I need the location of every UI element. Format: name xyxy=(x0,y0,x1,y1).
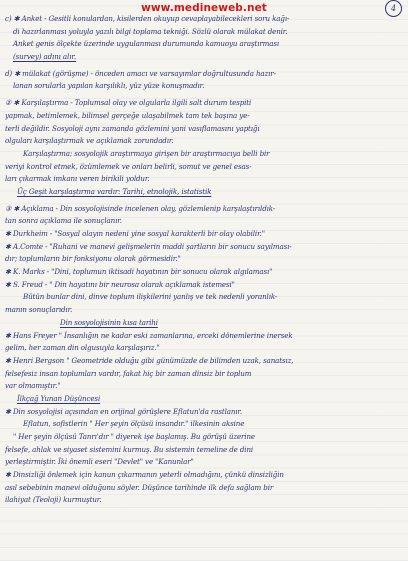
note-line: c) ✱ Anket - Gesitli konulardan, kisilerden okuyup cevaplayabilecekleri soru kağı- xyxy=(5,14,290,23)
site-watermark: www.medineweb.net xyxy=(141,2,267,14)
note-line: felsefesiz insan toplumları vardır, fakat hiç bir zaman dinsiz bir toplum xyxy=(5,368,252,378)
note-line: ② ✱ Karşılaştırma - Toplumsal olay ve olgularla ilgili salt durum tespiti xyxy=(5,98,252,108)
note-line: var olmamıştır." xyxy=(5,381,61,391)
note-line: ları çıkarmak imkanı veren birikili yoldur. xyxy=(5,174,150,184)
note-line: (survey) adını alır. xyxy=(13,52,76,62)
note-line: gelim, her zaman din olgusuyla karşılaşırız." xyxy=(5,343,160,353)
note-line: dır; toplumların bir fonksiyonu olarak görmesidir." xyxy=(5,254,181,264)
note-line: ✱ A.Comte - "Ruhani ve manevi gelişmelerin maddi şartların bir sonucu sayılması- xyxy=(5,241,292,251)
note-line: tan sonra açıklama ile sonuçlanır. xyxy=(5,216,122,226)
note-line: manın sonuçlarıdır. xyxy=(5,305,73,315)
note-line: lanan sorularla yapılan karşılıklı, yüz yüze konuşmadır. xyxy=(13,81,205,91)
note-line: Üç Geşit karşılaştırma vardır: Tarihi, etnolojik, istatistik xyxy=(17,186,212,196)
page-number: 4 xyxy=(385,0,402,17)
handwritten-notes xyxy=(5,13,403,507)
note-line: ③ ✱ Açıklama - Din sosyolojisinde incelenen olay, gözlemlenip karşılaştırıldık- xyxy=(5,203,276,213)
note-line: ✱ Din sosyolojisi açısından en orijinal görüşlere Eflatun'da rastlanır. xyxy=(5,406,243,416)
note-line: yapmak, betimlemek, bilimsel gerçeğe ulaşabilmek tam tek başına ye- xyxy=(5,110,250,120)
note-line: d) ✱ mülakat (görüşme) - önceden amacı ve varsayımlar doğrultusunda hazır- xyxy=(5,68,276,78)
note-line: ✱ Hans Freyer " İnsanlığın ne kadar eski zamanlarına, erceki dönemlerine inersek xyxy=(5,330,293,340)
note-line: ✱ Durkheim - "Sosyal olayın nedeni yine sosyal karakterli bir olay olabilir." xyxy=(5,229,265,238)
note-line: olguları karşılaştırmak ve açıklamak zorundadır. xyxy=(5,136,174,146)
note-line: ✱ K. Marks - "Dini, toplumun iktisadi hayatının bir sonucu olarak algılaması" xyxy=(5,267,273,277)
note-line: Anket genis ölçekte üzerinde uygulanması durumunda kamuoyu araştırması xyxy=(13,39,280,49)
note-line: " Her şeyin ölçüsü Tanrı'dır " diyerek işe başlamış. Bu görüşü üzerine xyxy=(13,432,255,441)
note-line: ilahiyat (Teoloji) kurmuştur. xyxy=(5,495,102,505)
note-line: terli değildir. Sosyoloji aynı zamanda gözlemini yani vasıflamasını yaptığı xyxy=(5,123,260,133)
note-line: veriyi kontrol etmek, özümlemek ve onları belirli, somut ve genel esas- xyxy=(5,161,252,171)
note-line: asıl sebebinin manevi olduğunu söyler. Düşünce tarihinde ilk defa sağlam bir xyxy=(5,482,274,492)
note-line: Bütün bunlar dini, dinve toplum ilişkilerini yanlış ve tek nedenli yoranlık- xyxy=(23,292,278,302)
note-line: Eflatun, sofistlerin " Her şeyin ölçüsü insandır." ilkesinin aksine xyxy=(23,419,245,429)
note-line: ✱ Dinsizliği önlemek için kanun çıkarmanın yeterli olmadığını, çünkü dinsizliğin xyxy=(5,470,284,480)
note-line: felsefe, ahlak ve siyaset sistemini kurmuş. Bu sistemin temeline de dini xyxy=(5,444,254,454)
note-line: Karşılaştırma; sosyolojik araştırmaya girişen bir araştırmacıya belli bir xyxy=(23,148,270,158)
note-line: di hazırlanması yoluyla yazılı bilgi toplama tekniği. Sözlü olarak mülakat denir. xyxy=(13,26,288,36)
note-line: ✱ Henri Bergson " Geometride olduğu gibi günümüzde de bilimden uzak, sanatsız, xyxy=(5,355,294,365)
note-line: ✱ S. Freud - " Din hayatını bir neurosa olarak açıklamak istemesi" xyxy=(5,279,235,289)
section-heading: Din sosyolojisinin kısa tarihi xyxy=(60,317,158,327)
section-heading: İlkçağ Yunan Düşüncesi xyxy=(17,393,101,403)
note-line: yerleştirmiştir. İki önemli eseri "Devlet" ve "Kanunlar" xyxy=(5,457,194,467)
